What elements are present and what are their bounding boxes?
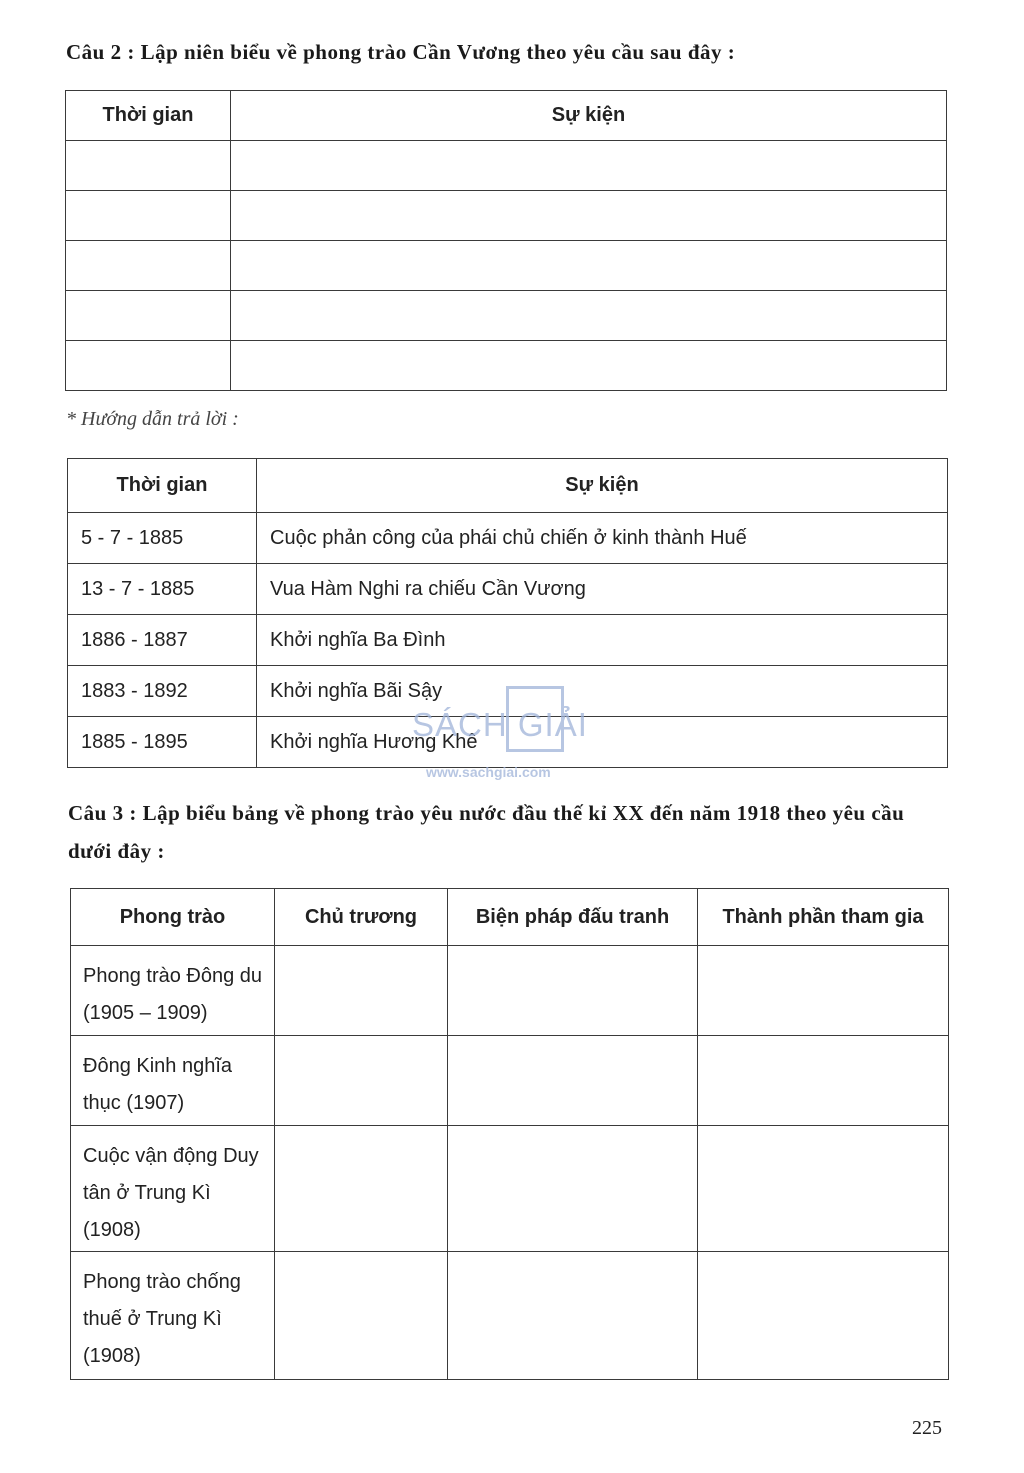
table-row: [71, 946, 949, 1036]
table-row: [71, 1252, 949, 1380]
header-time: Thời gian: [66, 91, 231, 141]
header-participants: Thành phần tham gia: [698, 889, 949, 946]
table-header-row: [66, 91, 947, 141]
q2-answer-timeline-table: [67, 458, 948, 768]
header-time: Thời gian: [68, 459, 257, 513]
blank-row: [66, 191, 947, 241]
blank-cell: [231, 341, 947, 391]
table-header-row: [68, 459, 948, 513]
blank-row: [66, 291, 947, 341]
header-methods: Biện pháp đấu tranh: [448, 889, 698, 946]
movement-cell: Phong trào Đông du (1905 – 1909): [71, 946, 275, 1036]
watermark-text: SÁCH GIẢI: [412, 706, 588, 743]
time-cell: 13 - 7 - 1885: [68, 564, 257, 615]
header-movement: Phong trào: [71, 889, 275, 946]
blank-cell: [448, 1036, 698, 1126]
time-cell: 1886 - 1887: [68, 615, 257, 666]
question-2-title: Câu 2 : Lập niên biểu về phong trào Cần Vương theo yêu cầu sau đây :: [66, 40, 736, 64]
time-cell: 5 - 7 - 1885: [68, 513, 257, 564]
event-cell: Khởi nghĩa Ba Đình: [257, 615, 948, 666]
time-cell: 1883 - 1892: [68, 666, 257, 717]
table-row: [68, 615, 948, 666]
question-3-title: Câu 3 : Lập biểu bảng về phong trào yêu nước đầu thế kỉ XX đến năm 1918 theo yêu cầu dưới đây :: [68, 801, 905, 863]
blank-cell: [231, 291, 947, 341]
blank-cell: [698, 1252, 949, 1380]
table-header-row: [71, 889, 949, 946]
blank-cell: [66, 291, 231, 341]
blank-cell: [231, 241, 947, 291]
table-row: [68, 564, 948, 615]
blank-cell: [275, 1126, 448, 1252]
event-cell: Khởi nghĩa Hương Khê: [257, 717, 948, 768]
blank-cell: [231, 191, 947, 241]
movement-cell: Đông Kinh nghĩa thục (1907): [71, 1036, 275, 1126]
blank-cell: [66, 341, 231, 391]
table-row: [68, 513, 948, 564]
q3-movement-table: [70, 888, 949, 1380]
movement-cell: Phong trào chống thuế ở Trung Kì (1908): [71, 1252, 275, 1380]
page-number: 225: [912, 1417, 942, 1439]
event-cell: Vua Hàm Nghi ra chiếu Cần Vương: [257, 564, 948, 615]
answer-guide-label: * Hướng dẫn trả lời :: [66, 408, 239, 430]
blank-cell: [275, 1252, 448, 1380]
watermark-url: www.sachgiai.com: [426, 764, 551, 780]
event-cell: Khởi nghĩa Bãi Sậy: [257, 666, 948, 717]
blank-cell: [448, 1252, 698, 1380]
blank-cell: [275, 946, 448, 1036]
blank-cell: [66, 191, 231, 241]
blank-row: [66, 241, 947, 291]
header-event: Sự kiện: [231, 91, 947, 141]
blank-cell: [66, 241, 231, 291]
blank-cell: [448, 946, 698, 1036]
header-event: Sự kiện: [257, 459, 948, 513]
header-policy: Chủ trương: [275, 889, 448, 946]
blank-cell: [275, 1036, 448, 1126]
movement-cell: Cuộc vận động Duy tân ở Trung Kì (1908): [71, 1126, 275, 1252]
blank-cell: [698, 1036, 949, 1126]
time-cell: 1885 - 1895: [68, 717, 257, 768]
event-cell: Cuộc phản công của phái chủ chiến ở kinh thành Huế: [257, 513, 948, 564]
q2-blank-timeline-table: [65, 90, 947, 391]
table-row: [71, 1126, 949, 1252]
table-row: [71, 1036, 949, 1126]
blank-cell: [698, 1126, 949, 1252]
table-row: [68, 666, 948, 717]
table-row: [68, 717, 948, 768]
blank-cell: [698, 946, 949, 1036]
blank-cell: [448, 1126, 698, 1252]
blank-cell: [66, 141, 231, 191]
blank-row: [66, 341, 947, 391]
blank-cell: [231, 141, 947, 191]
blank-row: [66, 141, 947, 191]
